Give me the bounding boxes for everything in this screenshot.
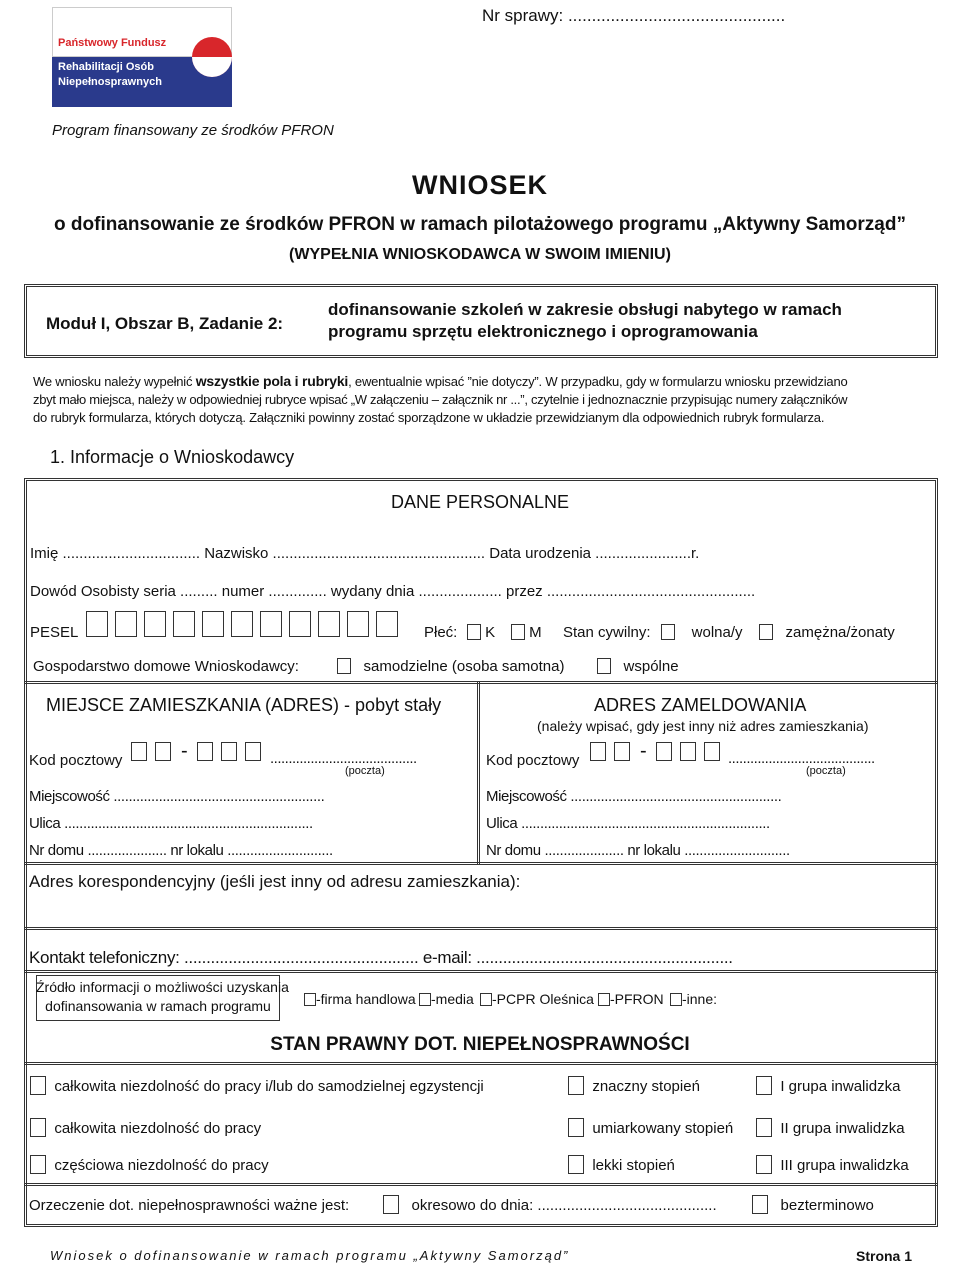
divider <box>24 927 938 930</box>
instructions-line2: zbyt mało miejsca, należy w odpowiedniej rubryce wpisać „W załączeniu – załącznik nr ...”, czytelnie i jednoznacznie przypisując numery załączników <box>33 392 848 407</box>
pesel-digit[interactable] <box>144 611 166 637</box>
pesel-digit[interactable] <box>347 611 369 637</box>
pesel-digit[interactable] <box>115 611 137 637</box>
checkbox[interactable] <box>383 1195 399 1214</box>
residence-postcode-label: Kod pocztowy <box>29 752 123 769</box>
source-label-line2: dofinansowania w ramach programu <box>45 998 271 1014</box>
registration-poczta-note: (poczta) <box>806 765 846 777</box>
validity-until-option[interactable]: okresowo do dnia: ........................................... <box>383 1195 717 1214</box>
registration-post-office-field[interactable]: ........................................ <box>728 750 875 767</box>
instructions-line1: We wniosku należy wypełnić wszystkie pola i rubryki, ewentualnie wpisać ”nie dotyczy”. W przypadku, gdy w formularzu wniosku przewidziano <box>33 373 848 389</box>
module-desc-line1: dofinansowanie szkoleń w zakresie obsługi nabytego w ramach <box>328 300 842 319</box>
legal-row2-option-c[interactable]: II grupa inwalidzka <box>756 1118 905 1137</box>
personal-data-heading: DANE PERSONALNE <box>390 492 570 512</box>
household-shared-option[interactable]: wspólne <box>597 658 679 675</box>
legal-row1-option-a[interactable]: całkowita niezdolność do pracy i/lub do samodzielnej egzystencji <box>30 1076 484 1095</box>
name-birth-row[interactable]: Imię ................................. Nazwisko ................................................... Data urodzenia .......................r. <box>30 545 700 562</box>
residence-post-office-field[interactable]: ........................................ <box>270 750 417 767</box>
checkbox[interactable] <box>480 993 492 1006</box>
pesel-digit[interactable] <box>376 611 398 637</box>
postcode-digit[interactable] <box>245 742 261 761</box>
checkbox[interactable] <box>752 1195 768 1214</box>
legal-row2-option-b[interactable]: umiarkowany stopień <box>568 1118 733 1137</box>
source-label-line1: Źródło informacji o możliwości uzyskania <box>36 979 289 995</box>
postcode-dash: - <box>640 740 647 762</box>
checkbox[interactable] <box>304 993 316 1006</box>
correspondence-label[interactable]: Adres korespondencyjny (jeśli jest inny od adresu zamieszkania): <box>29 872 521 891</box>
divider <box>24 970 938 973</box>
divider <box>24 1183 938 1186</box>
checkbox[interactable] <box>511 624 525 640</box>
checkbox[interactable] <box>597 658 611 674</box>
divider <box>24 1062 938 1065</box>
contact-row[interactable]: Kontakt telefoniczny: ..................................................... e-mail: .......................................................... <box>29 948 733 967</box>
module-label: Moduł I, Obszar B, Zadanie 2: <box>46 314 284 333</box>
logo-line3: Niepełnosprawnych <box>58 76 162 88</box>
household-alone-option[interactable]: samodzielne (osoba samotna) <box>337 658 564 675</box>
fill-note: (WYPEŁNIA WNIOSKODAWCA W SWOIM IMIENIU) <box>289 246 671 263</box>
checkbox[interactable] <box>30 1155 46 1174</box>
residence-street-field[interactable]: Ulica .................................................................. <box>29 815 313 832</box>
pesel-digit[interactable] <box>231 611 253 637</box>
section1-heading: 1. Informacje o Wnioskodawcy <box>50 447 295 467</box>
validity-indefinite-option[interactable]: bezterminowo <box>752 1195 874 1214</box>
checkbox[interactable] <box>661 624 675 640</box>
postcode-digit[interactable] <box>131 742 147 761</box>
source-pcpr-option[interactable]: -PCPR Oleśnica <box>480 991 594 1007</box>
registration-postcode-label: Kod pocztowy <box>486 752 580 769</box>
postcode-digit[interactable] <box>221 742 237 761</box>
source-firm-option[interactable]: -firma handlowa <box>304 991 416 1007</box>
divider <box>24 681 938 684</box>
source-other-option[interactable]: -inne: <box>670 991 717 1007</box>
household-label: Gospodarstwo domowe Wnioskodawcy: <box>33 658 299 675</box>
validity-label: Orzeczenie dot. niepełnosprawności ważne jest: <box>29 1197 350 1214</box>
instructions-line3: do rubryk formularza, których dotyczą. Załączniki powinny zostać sporządzone w układzie przewidzianym dla odpowiednich rubryk formularza. <box>33 410 825 425</box>
marital-single-option[interactable]: wolna/y <box>661 624 743 641</box>
checkbox[interactable] <box>337 658 351 674</box>
checkbox[interactable] <box>568 1076 584 1095</box>
registration-house-field[interactable]: Nr domu ..................... nr lokalu ............................ <box>486 842 790 859</box>
postcode-digit[interactable] <box>197 742 213 761</box>
pesel-digit[interactable] <box>173 611 195 637</box>
checkbox[interactable] <box>568 1118 584 1137</box>
pesel-digit[interactable] <box>202 611 224 637</box>
case-number: Nr sprawy: .............................................. <box>482 6 786 25</box>
residence-poczta-note: (poczta) <box>345 765 385 777</box>
page-subtitle: o dofinansowanie ze środków PFRON w ramach pilotażowego programu „Aktywny Samorząd” <box>54 214 906 235</box>
postcode-digit[interactable] <box>680 742 696 761</box>
logo-line2: Rehabilitacji Osób <box>58 61 154 73</box>
pesel-digit[interactable] <box>318 611 340 637</box>
pesel-digit[interactable] <box>260 611 282 637</box>
legal-row2-option-a[interactable]: całkowita niezdolność do pracy <box>30 1118 261 1137</box>
pesel-digit[interactable] <box>289 611 311 637</box>
registration-heading: ADRES ZAMELDOWANIA <box>594 695 807 715</box>
program-note: Program finansowany ze środków PFRON <box>52 122 334 139</box>
postcode-digit[interactable] <box>155 742 171 761</box>
registration-subheading: (należy wpisać, gdy jest inny niż adres zamieszkania) <box>537 718 869 734</box>
source-pfron-option[interactable]: -PFRON <box>598 991 664 1007</box>
registration-street-field[interactable]: Ulica .................................................................. <box>486 815 770 832</box>
sex-m-option[interactable]: M <box>511 624 542 641</box>
residence-heading: MIEJSCE ZAMIESZKANIA (ADRES) - pobyt stały <box>46 695 442 715</box>
checkbox[interactable] <box>756 1118 772 1137</box>
checkbox[interactable] <box>30 1118 46 1137</box>
checkbox[interactable] <box>598 993 610 1006</box>
checkbox[interactable] <box>756 1155 772 1174</box>
postcode-digit[interactable] <box>704 742 720 761</box>
residence-city-field[interactable]: Miejscowość ........................................................ <box>29 788 325 805</box>
checkbox[interactable] <box>756 1076 772 1095</box>
checkbox[interactable] <box>419 993 431 1006</box>
checkbox[interactable] <box>759 624 773 640</box>
marital-married-option[interactable]: zamężna/żonaty <box>759 624 895 641</box>
page-number: Strona 1 <box>856 1248 913 1264</box>
legal-status-heading: STAN PRAWNY DOT. NIEPEŁNOSPRAWNOŚCI <box>270 1034 690 1055</box>
legal-row1-option-b[interactable]: znaczny stopień <box>568 1076 700 1095</box>
checkbox[interactable] <box>568 1155 584 1174</box>
sex-label: Płeć: <box>424 624 458 641</box>
postcode-digit[interactable] <box>656 742 672 761</box>
legal-row3-option-b[interactable]: lekki stopień <box>568 1155 675 1174</box>
checkbox[interactable] <box>467 624 481 640</box>
module-desc-line2: programu sprzętu elektronicznego i oprogramowania <box>328 322 758 341</box>
residence-house-field[interactable]: Nr domu ..................... nr lokalu ............................ <box>29 842 333 859</box>
legal-row3-option-c[interactable]: III grupa inwalidzka <box>756 1155 909 1174</box>
divider <box>24 862 938 865</box>
legal-row3-option-a[interactable]: częściowa niezdolność do pracy <box>30 1155 269 1174</box>
source-media-option[interactable]: -media <box>419 991 474 1007</box>
footer-title: Wniosek o dofinansowanie w ramach programu „Aktywny Samorząd” <box>50 1248 570 1263</box>
checkbox[interactable] <box>670 993 682 1006</box>
page-title: WNIOSEK <box>411 170 548 200</box>
pfron-logo <box>52 7 232 107</box>
divider <box>477 681 480 864</box>
registration-city-field[interactable]: Miejscowość ........................................................ <box>486 788 782 805</box>
logo-line1: Państwowy Fundusz <box>58 37 167 49</box>
sex-k-option[interactable]: K <box>467 624 495 641</box>
legal-row1-option-c[interactable]: I grupa inwalidzka <box>756 1076 900 1095</box>
pesel-digit[interactable] <box>86 611 108 637</box>
postcode-digit[interactable] <box>614 742 630 761</box>
postcode-digit[interactable] <box>590 742 606 761</box>
marital-label: Stan cywilny: <box>563 624 651 641</box>
checkbox[interactable] <box>30 1076 46 1095</box>
id-document-row[interactable]: Dowód Osobisty seria ......... numer .............. wydany dnia .................... przez .................................................. <box>30 583 756 600</box>
postcode-dash: - <box>181 740 188 762</box>
pesel-label: PESEL <box>30 624 79 641</box>
